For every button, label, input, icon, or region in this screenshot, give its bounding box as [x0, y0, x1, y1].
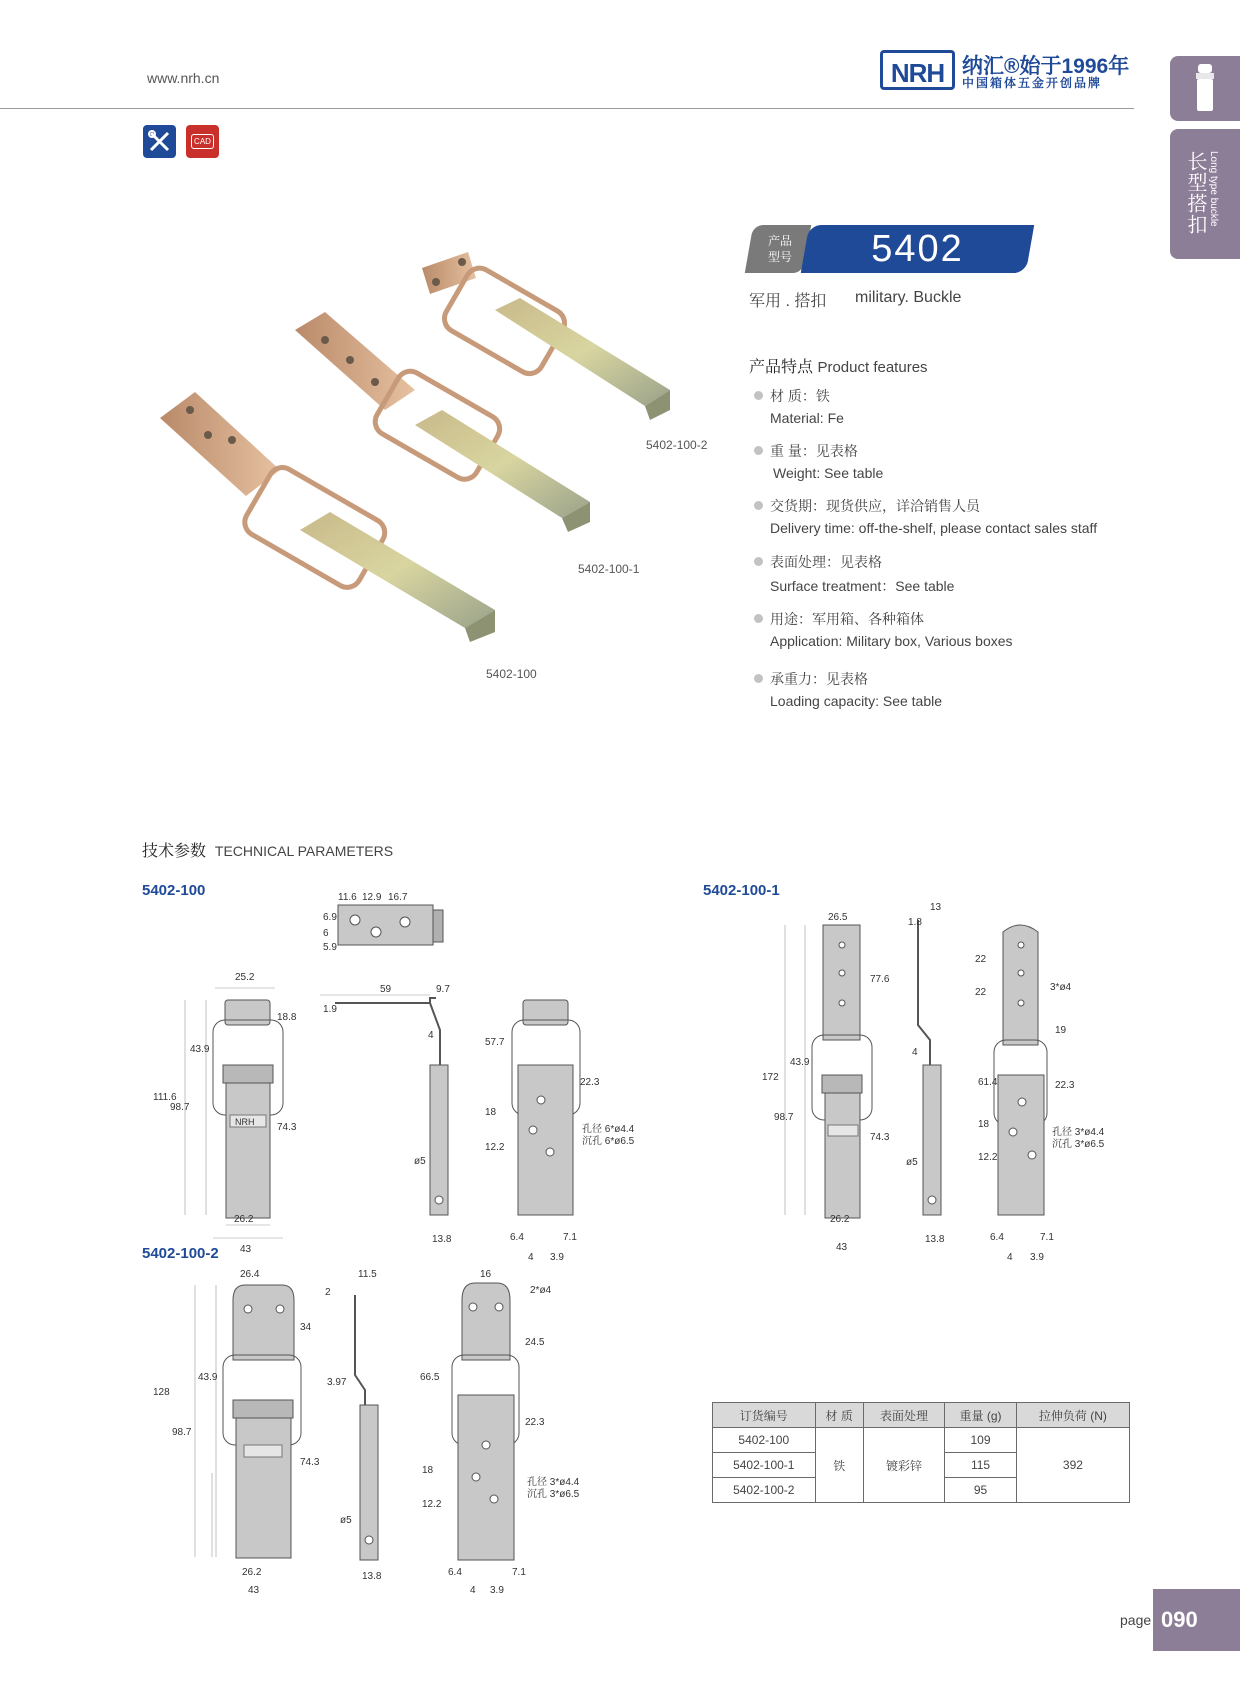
- svg-text:11.6: 11.6: [338, 892, 357, 903]
- bullet-icon: [754, 391, 763, 400]
- svg-text:3.97: 3.97: [327, 1377, 347, 1388]
- svg-text:6.4: 6.4: [448, 1567, 462, 1578]
- svg-text:1.8: 1.8: [908, 917, 922, 928]
- svg-text:3.9: 3.9: [490, 1585, 504, 1596]
- feature-en: Weight: See table: [773, 465, 884, 481]
- table-cell-code: 5402-100: [713, 1428, 816, 1453]
- category-name-cn: 长型搭扣: [1184, 151, 1206, 235]
- svg-text:7.1: 7.1: [512, 1567, 526, 1578]
- svg-text:98.7: 98.7: [172, 1427, 192, 1438]
- model-tag-text: 产品 型号: [767, 234, 792, 264]
- svg-text:沉孔 3*ø6.5: 沉孔 3*ø6.5: [1052, 1139, 1105, 1150]
- svg-text:3.9: 3.9: [1030, 1252, 1044, 1263]
- svg-text:74.3: 74.3: [870, 1132, 890, 1143]
- svg-text:7.1: 7.1: [1040, 1232, 1054, 1243]
- product-type-en: military. Buckle: [855, 289, 962, 306]
- feature-cn: 用途：军用箱、各种箱体: [770, 611, 924, 627]
- photo-label-100: 5402-100: [486, 667, 537, 681]
- table-cell-weight: 95: [945, 1478, 1017, 1503]
- category-tab[interactable]: [1170, 129, 1240, 259]
- svg-text:19: 19: [1055, 1025, 1067, 1036]
- svg-text:18.8: 18.8: [277, 1012, 297, 1023]
- svg-text:6.4: 6.4: [990, 1232, 1004, 1243]
- svg-text:34: 34: [300, 1322, 312, 1333]
- svg-text:沉孔 3*ø6.5: 沉孔 3*ø6.5: [527, 1489, 580, 1500]
- feature-cn: 承重力：见表格: [770, 671, 868, 687]
- svg-text:26.2: 26.2: [830, 1214, 850, 1225]
- svg-text:22.3: 22.3: [525, 1417, 545, 1428]
- table-cell-surface: 镀彩锌: [863, 1428, 944, 1503]
- svg-text:18: 18: [485, 1107, 497, 1118]
- svg-text:26.2: 26.2: [242, 1567, 262, 1578]
- feature-cn: 表面处理：见表格: [770, 554, 882, 570]
- table-header: 拉伸负荷 (N): [1016, 1403, 1129, 1428]
- svg-text:43.9: 43.9: [190, 1044, 210, 1055]
- svg-text:13: 13: [930, 902, 942, 913]
- svg-text:26.2: 26.2: [234, 1214, 254, 1225]
- svg-text:13.8: 13.8: [925, 1234, 945, 1245]
- svg-text:4: 4: [1007, 1252, 1013, 1263]
- model-number: 5402: [871, 228, 964, 270]
- svg-text:孔径 3*ø4.4: 孔径 3*ø4.4: [527, 1477, 580, 1488]
- svg-text:3.9: 3.9: [550, 1252, 564, 1263]
- section-5402-100: 5402-100: [142, 882, 206, 899]
- feature-en: Surface treatment：See table: [770, 578, 955, 594]
- svg-text:12.2: 12.2: [422, 1499, 442, 1510]
- svg-text:128: 128: [153, 1387, 170, 1398]
- table-header: 材 质: [815, 1403, 863, 1428]
- table-header: 订货编号: [713, 1403, 816, 1428]
- section-5402-100-2: 5402-100-2: [142, 1245, 219, 1262]
- svg-text:孔径 6*ø4.4: 孔径 6*ø4.4: [582, 1124, 635, 1135]
- svg-text:43: 43: [248, 1585, 260, 1596]
- drawing-5402-100-2: [140, 1245, 620, 1595]
- drawing-5402-100-1: [750, 870, 1130, 1263]
- svg-text:25.2: 25.2: [235, 972, 255, 983]
- bullet-icon: [754, 674, 763, 683]
- svg-text:22.3: 22.3: [1055, 1080, 1075, 1091]
- svg-text:18: 18: [978, 1119, 990, 1130]
- svg-text:111.6: 111.6: [153, 1092, 177, 1103]
- table-cell-material: 铁: [815, 1428, 863, 1503]
- table-cell-weight: 109: [945, 1428, 1017, 1453]
- site-url[interactable]: www.nrh.cn: [147, 70, 220, 86]
- bullet-icon: [754, 557, 763, 566]
- page-label: page: [1120, 1612, 1152, 1628]
- feature-cn: 重 量：见表格: [770, 443, 858, 459]
- svg-text:43.9: 43.9: [198, 1372, 218, 1383]
- svg-text:66.5: 66.5: [420, 1372, 440, 1383]
- feature-cn: 材 质：铁: [770, 388, 830, 404]
- bullet-icon: [754, 446, 763, 455]
- feature-en: Application: Military box, Various boxes: [770, 633, 1013, 649]
- svg-text:2*ø4: 2*ø4: [530, 1285, 552, 1296]
- svg-text:22.3: 22.3: [580, 1077, 600, 1088]
- svg-text:3*ø4: 3*ø4: [1050, 982, 1072, 993]
- svg-text:13.8: 13.8: [432, 1234, 452, 1245]
- svg-text:43: 43: [836, 1242, 848, 1253]
- bullet-icon: [754, 614, 763, 623]
- svg-text:5.9: 5.9: [323, 942, 337, 953]
- svg-text:172: 172: [762, 1072, 779, 1083]
- svg-text:57.7: 57.7: [485, 1037, 505, 1048]
- svg-text:16.7: 16.7: [388, 892, 408, 903]
- svg-text:16: 16: [480, 1269, 492, 1280]
- page-number: 090: [1153, 1589, 1240, 1651]
- svg-text:4: 4: [912, 1047, 918, 1058]
- table-row: [713, 1428, 1130, 1453]
- photo-label-100-1: 5402-100-1: [578, 562, 640, 576]
- tools-icon[interactable]: [143, 125, 176, 158]
- svg-text:ø5: ø5: [340, 1515, 352, 1526]
- feature-en: Material: Fe: [770, 410, 844, 426]
- svg-text:2: 2: [325, 1287, 331, 1298]
- svg-text:61.4: 61.4: [978, 1077, 998, 1088]
- feature-en: Delivery time: off-the-shelf, please contact sales staff: [770, 520, 1098, 536]
- tech-params-title: 技术参数 TECHNICAL PARAMETERS: [142, 843, 394, 860]
- brand-subtitle: 中国箱体五金开创品牌: [962, 76, 1103, 90]
- latch-icon: [1170, 56, 1240, 121]
- svg-text:74.3: 74.3: [277, 1122, 297, 1133]
- table-header: 表面处理: [863, 1403, 944, 1428]
- svg-text:ø5: ø5: [906, 1157, 918, 1168]
- svg-text:9.7: 9.7: [436, 984, 450, 995]
- svg-text:43: 43: [240, 1244, 252, 1255]
- svg-text:沉孔 6*ø6.5: 沉孔 6*ø6.5: [582, 1136, 635, 1147]
- product-type-cn: 军用 . 搭扣: [749, 293, 827, 310]
- svg-text:6: 6: [323, 928, 329, 939]
- svg-text:6.9: 6.9: [323, 912, 337, 923]
- table-header-row: [713, 1403, 1130, 1428]
- svg-text:4: 4: [528, 1252, 534, 1263]
- svg-text:59: 59: [380, 984, 392, 995]
- svg-text:NRH: NRH: [235, 1117, 255, 1127]
- svg-text:26.4: 26.4: [240, 1269, 260, 1280]
- svg-text:18: 18: [422, 1465, 434, 1476]
- brand-slogan: 纳汇®始于1996年: [962, 55, 1130, 78]
- spec-table: [712, 1402, 1130, 1503]
- header-divider: [0, 108, 1134, 109]
- svg-text:12.2: 12.2: [485, 1142, 505, 1153]
- svg-text:ø5: ø5: [414, 1156, 426, 1167]
- svg-text:4: 4: [470, 1585, 476, 1596]
- svg-text:1.9: 1.9: [323, 1004, 337, 1015]
- brand-logo: NRH: [880, 50, 955, 90]
- table-header: 重量 (g): [945, 1403, 1017, 1428]
- svg-text:24.5: 24.5: [525, 1337, 545, 1348]
- table-cell-load: 392: [1016, 1428, 1129, 1503]
- category-icon-tab[interactable]: [1170, 56, 1240, 121]
- bullet-icon: [754, 501, 763, 510]
- svg-text:98.7: 98.7: [170, 1102, 190, 1113]
- table-cell-code: 5402-100-1: [713, 1453, 816, 1478]
- svg-text:12.2: 12.2: [978, 1152, 998, 1163]
- svg-text:11.5: 11.5: [358, 1269, 377, 1280]
- svg-text:6.4: 6.4: [510, 1232, 524, 1243]
- cad-icon[interactable]: CAD: [186, 125, 219, 158]
- feature-cn: 交货期：现货供应，详洽销售人员: [770, 498, 980, 514]
- svg-text:7.1: 7.1: [563, 1232, 577, 1243]
- svg-text:22: 22: [975, 954, 987, 965]
- svg-text:74.3: 74.3: [300, 1457, 320, 1468]
- photo-label-100-2: 5402-100-2: [646, 438, 708, 452]
- svg-text:26.5: 26.5: [828, 912, 848, 923]
- svg-text:孔径 3*ø4.4: 孔径 3*ø4.4: [1052, 1127, 1105, 1138]
- product-photo: [150, 240, 730, 700]
- svg-text:43.9: 43.9: [790, 1057, 810, 1068]
- table-cell-weight: 115: [945, 1453, 1017, 1478]
- svg-text:98.7: 98.7: [774, 1112, 794, 1123]
- features-title: 产品特点 Product features: [749, 359, 928, 376]
- svg-text:77.6: 77.6: [870, 974, 890, 985]
- svg-text:13.8: 13.8: [362, 1571, 382, 1582]
- table-cell-code: 5402-100-2: [713, 1478, 816, 1503]
- category-name-en: Long type buckle: [1208, 151, 1219, 227]
- svg-text:12.9: 12.9: [362, 892, 382, 903]
- svg-text:22: 22: [975, 987, 987, 998]
- feature-en: Loading capacity: See table: [770, 693, 943, 709]
- section-5402-100-1: 5402-100-1: [703, 882, 780, 899]
- svg-text:4: 4: [428, 1030, 434, 1041]
